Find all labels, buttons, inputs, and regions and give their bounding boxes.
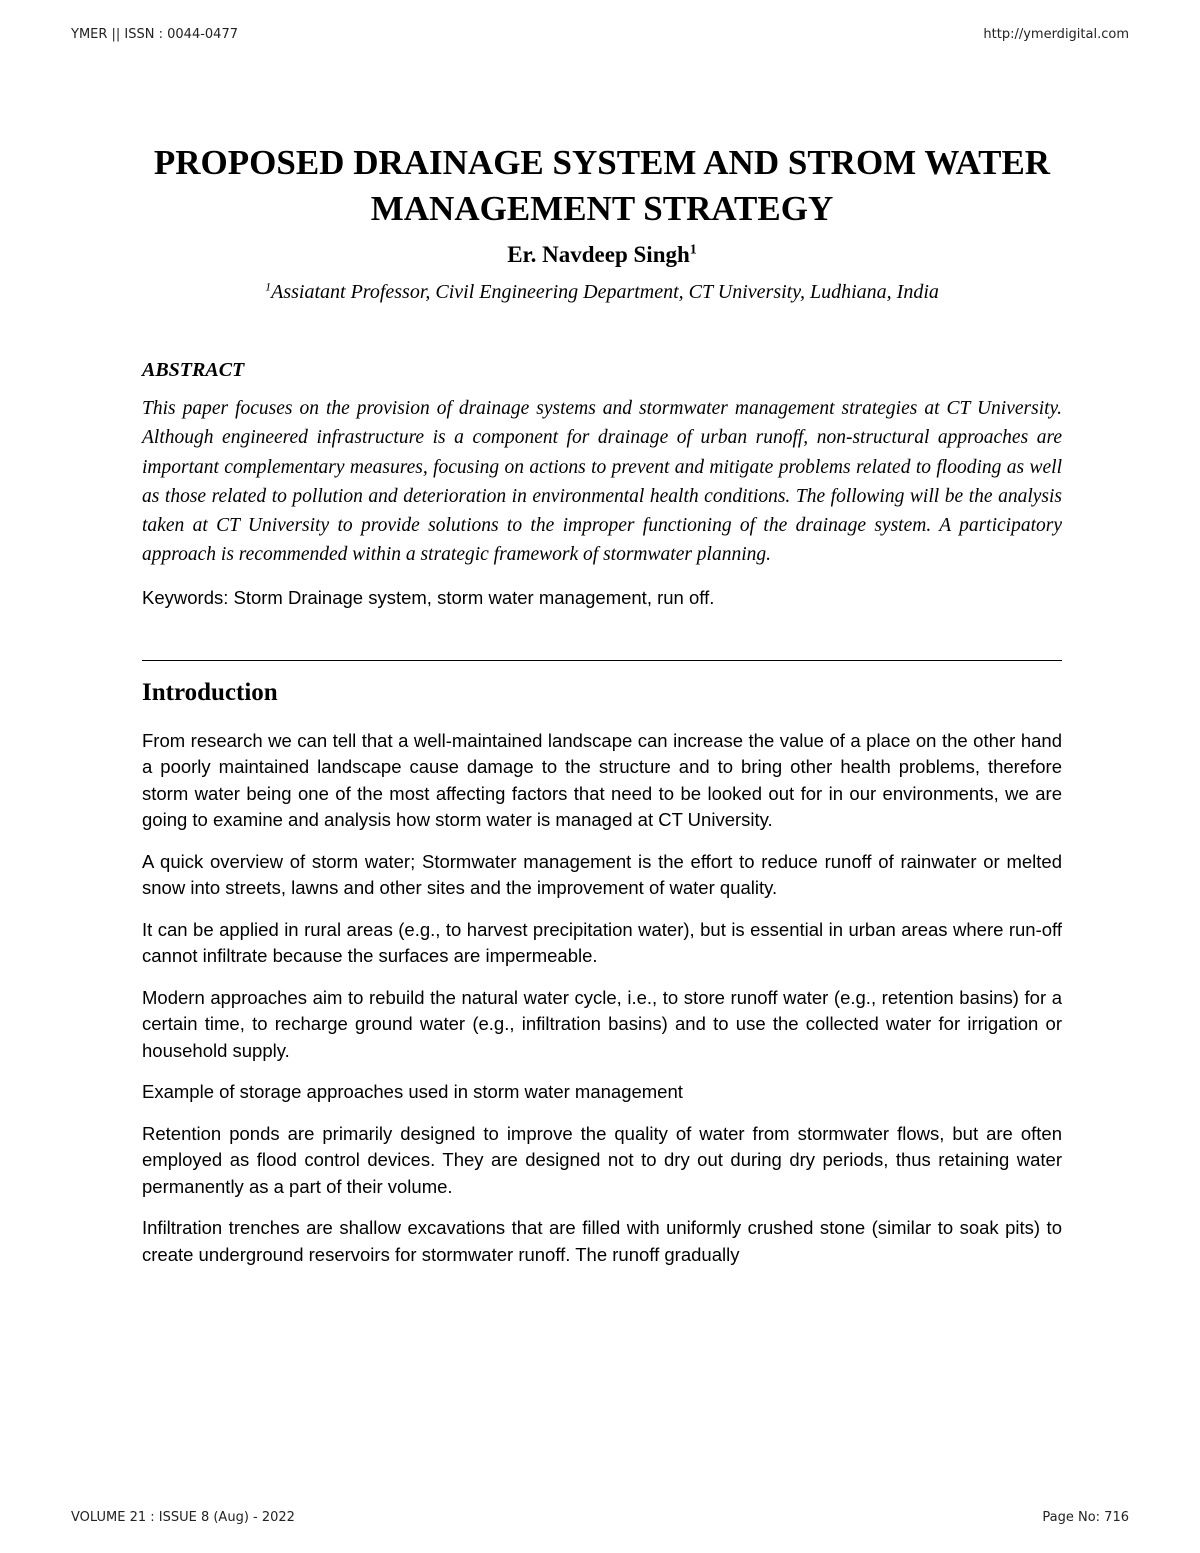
author-line bbox=[142, 240, 1062, 270]
author-affiliation bbox=[142, 279, 1062, 305]
affiliation-text: Assiatant Professor, Civil Engineering Department, CT University, Ludhiana, India bbox=[271, 281, 939, 303]
abstract-heading: ABSTRACT bbox=[142, 359, 245, 381]
intro-paragraph: Example of storage approaches used in storm water management bbox=[142, 1081, 683, 1103]
volume-issue-footer: VOLUME 21 : ISSUE 8 (Aug) - 2022 bbox=[71, 1510, 295, 1525]
intro-paragraph: A quick overview of storm water; Stormwater management is the effort to reduce runoff of rainwater or melted snow into streets, lawns and other sites and the improvement of water quality. bbox=[142, 850, 1062, 899]
page-number-footer: Page No: 716 bbox=[1042, 1510, 1129, 1525]
author-name: Er. Navdeep Singh bbox=[507, 242, 690, 267]
introduction-heading: Introduction bbox=[142, 678, 278, 706]
title-line-2: MANAGEMENT STRATEGY bbox=[370, 189, 834, 228]
author-marker: 1 bbox=[689, 242, 697, 258]
keywords-line: Keywords: Storm Drainage system, storm water management, run off. bbox=[142, 586, 715, 608]
journal-issn-header: YMER || ISSN : 0044-0477 bbox=[71, 27, 238, 42]
paper-body bbox=[142, 140, 1062, 1268]
intro-paragraph: Infiltration trenches are shallow excavations that are filled with uniformly crushed stone (similar to soak pits) to create underground reservoirs for stormwater runoff. The runoff gradually bbox=[142, 1217, 1062, 1265]
affiliation-marker: 1 bbox=[265, 279, 272, 294]
section-divider bbox=[142, 660, 1062, 661]
title-line-1: PROPOSED DRAINAGE SYSTEM AND STROM WATER bbox=[153, 143, 1051, 182]
journal-url-header: http://ymerdigital.com bbox=[983, 27, 1129, 42]
intro-paragraph: From research we can tell that a well-maintained landscape can increase the value of a place on the other hand a poorly maintained landscape cause damage to the structure and to bring other health problems, therefore storm water being one of the most affecting factors that need to be looked out for in our environments, we are going to examine and analysis how storm water is managed at CT University. bbox=[142, 729, 1062, 831]
abstract-text: This paper focuses on the provision of drainage systems and stormwater management strategies at CT University. Although engineered infrastructure is a component for drainage of urban runoff, non-structural approaches are important complementary measures, focusing on actions to prevent and mitigate problems related to flooding as well as those related to pollution and deterioration in environmental health conditions. The following will be the analysis taken at CT University to provide solutions to the improper functioning of the drainage system. A participatory approach is recommended within a strategic framework of stormwater planning. bbox=[142, 398, 1062, 566]
intro-paragraph: Retention ponds are primarily designed to improve the quality of water from stormwater flows, but are often employed as flood control devices. They are designed not to dry out during dry periods, thus retaining water permanently as a part of their volume. bbox=[142, 1122, 1062, 1197]
intro-paragraph: It can be applied in rural areas (e.g., to harvest precipitation water), but is essential in urban areas where run-off cannot infiltrate because the surfaces are impermeable. bbox=[142, 918, 1062, 967]
intro-paragraph: Modern approaches aim to rebuild the natural water cycle, i.e., to store runoff water (e.g., retention basins) for a certain time, to recharge ground water (e.g., infiltration basins) and to use the collected water for irrigation or household supply. bbox=[142, 986, 1062, 1061]
paper-title bbox=[142, 140, 1062, 232]
